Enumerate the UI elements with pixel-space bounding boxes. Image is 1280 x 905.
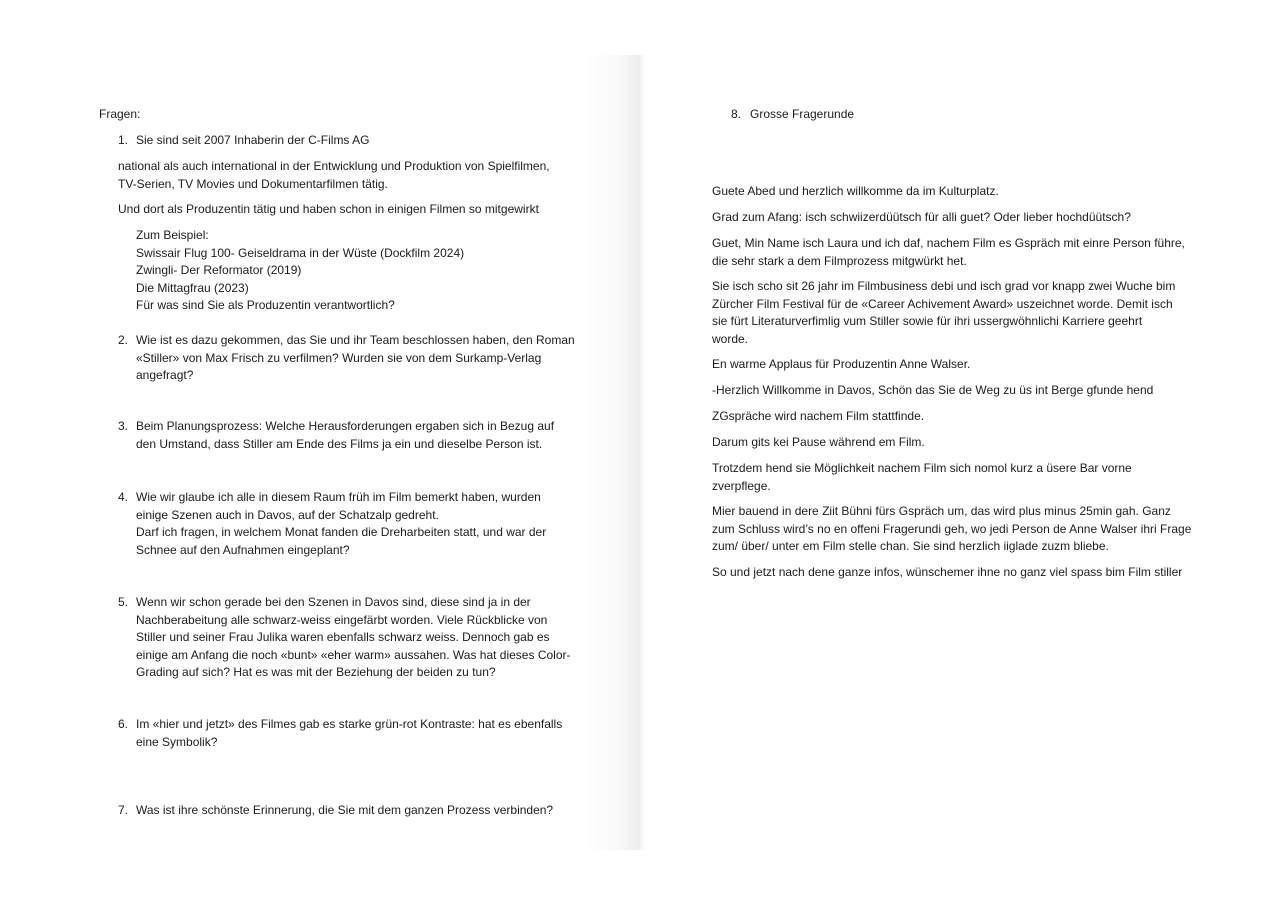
example-line: Die Mittagfrau (2023) — [136, 280, 249, 295]
question-text: Grosse Fragerunde — [750, 107, 855, 121]
body-line: Und dort als Produzentin tätig und haben schon in einigen Filmen so mitgewirkt — [118, 202, 539, 216]
question-line: Stiller und seiner Frau Julika waren ebenfalls schwarz weiss. Dennoch gab es — [136, 630, 550, 644]
moderation-line: die sehr stark a dem Filmprozess mitgwürkt het. — [712, 253, 967, 268]
question-number: 8. — [731, 107, 742, 121]
moderation-line: Guete Abed und herzlich willkomme da im Kulturplatz. — [712, 184, 999, 198]
example-line: Swissair Flug 100- Geiseldrama in der Wüste (Dockfilm 2024) — [136, 245, 465, 260]
example-line: Für was sind Sie als Produzentin verantwortlich? — [136, 298, 395, 312]
body-line: TV-Serien, TV Movies und Dokumentarfilmen tätig. — [118, 176, 388, 191]
moderation-line: Guet, Min Name isch Laura und ich daf, nachem Film es Gspräch mit einre Person führe, — [712, 236, 1185, 250]
question-line: Wie ist es dazu gekommen, das Sie und ihr Team beschlossen haben, den Roman — [136, 333, 575, 347]
question-line: Im «hier und jetzt» des Filmes gab es starke grün-rot Kontraste: hat es ebenfalls — [136, 717, 563, 731]
moderation-line: ZGspräche wird nachem Film stattfinde. — [712, 409, 925, 423]
moderation-line: sie fürt Literaturverfimlig vum Stiller sowie für ihri ussergwöhnlichi Karriere geehrt — [712, 314, 1143, 328]
question-line: den Umstand, dass Stiller am Ende des Films ja ein und dieselbe Person ist. — [136, 436, 543, 451]
page-fold-shadow — [585, 55, 640, 850]
question-line: Nachberabeitung alle schwarz-weiss eingefärbt worden. Viele Rückblicke von — [136, 612, 548, 627]
example-line: Zum Beispiel: — [136, 228, 209, 242]
question-line: Beim Planungsprozess: Welche Herausforderungen ergaben sich in Bezug auf — [136, 419, 555, 433]
question-number: 7. — [118, 803, 129, 817]
moderation-line: Sie isch scho sit 26 jahr im Filmbusiness debi und isch grad vor knapp zwei Wuche bim — [712, 279, 1176, 293]
question-text: Sie sind seit 2007 Inhaberin der C-Films AG — [136, 133, 370, 147]
question-number: 5. — [118, 595, 129, 609]
example-line: Zwingli- Der Reformator (2019) — [136, 263, 302, 277]
moderation-line: Darum gits kei Pause während em Film. — [712, 435, 925, 449]
question-number: 1. — [118, 133, 129, 147]
questions-heading: Fragen: — [99, 107, 141, 121]
moderation-line: -Herzlich Willkomme in Davos, Schön das Sie de Weg zu üs int Berge gfunde hend — [712, 383, 1154, 397]
moderation-line: zum Schluss wird’s no en offeni Fragerundi geh, wo jedi Person de Anne Walser ihri Frage — [712, 521, 1192, 536]
question-line: Grading auf sich? Hat es was mit der Beziehung der beiden zu tun? — [136, 665, 496, 679]
body-line: national als auch international in der Entwicklung und Produktion von Spielfilmen, — [118, 159, 550, 173]
moderation-line: Trotzdem hend sie Möglichkeit nachem Film sich nomol kurz a üsere Bar vorne — [712, 461, 1132, 475]
moderation-line: Mier bauend in dere Ziit Bühni fürs Gspräch um, das wird plus minus 25min gah. Ganz — [712, 504, 1171, 518]
page-fold-edge — [640, 55, 646, 850]
question-line: Darf ich fragen, in welchem Monat fanden die Dreharbeiten statt, und war der — [136, 525, 547, 539]
question-number: 4. — [118, 490, 129, 504]
question-number: 3. — [118, 419, 129, 433]
moderation-line: worde. — [712, 331, 749, 346]
question-line: einige am Anfang die noch «bunt» «eher warm» aussahen. Was hat dieses Color- — [136, 647, 571, 662]
moderation-line: Zürcher Film Festival für de «Career Achivement Award» uszeichnet worde. Demit isch — [712, 296, 1173, 311]
moderation-line: Grad zum Afang: isch schwiizerdüütsch für alli guet? Oder lieber hochdüütsch? — [712, 210, 1131, 224]
question-line: Schnee auf den Aufnahmen eingeplant? — [136, 542, 350, 557]
question-line: Was ist ihre schönste Erinnerung, die Sie mit dem ganzen Prozess verbinden? — [136, 803, 554, 817]
question-line: Wie wir glaube ich alle in diesem Raum früh im Film bemerkt haben, wurden — [136, 490, 541, 504]
moderation-line: zverpflege. — [712, 478, 771, 493]
moderation-line: En warme Applaus für Produzentin Anne Walser. — [712, 357, 971, 371]
moderation-line: zum/ über/ unter em Film stelle chan. Sie sind herzlich iiglade zuzm bliebe. — [712, 539, 1109, 553]
question-number: 6. — [118, 717, 129, 731]
question-line: einige Szenen auch in Davos, auf der Schatzalp gedreht. — [136, 507, 439, 522]
question-line: Wenn wir schon gerade bei den Szenen in Davos sind, diese sind ja in der — [136, 595, 531, 609]
question-number: 2. — [118, 333, 129, 347]
question-line: eine Symbolik? — [136, 734, 218, 749]
question-line: angefragt? — [136, 368, 194, 382]
question-line: «Stiller» von Max Frisch zu verfilmen? Wurden sie von dem Surkamp-Verlag — [136, 350, 542, 365]
moderation-line: So und jetzt nach dene ganze infos, wünschemer ihne no ganz viel spass bim Film stiller — [712, 565, 1183, 579]
